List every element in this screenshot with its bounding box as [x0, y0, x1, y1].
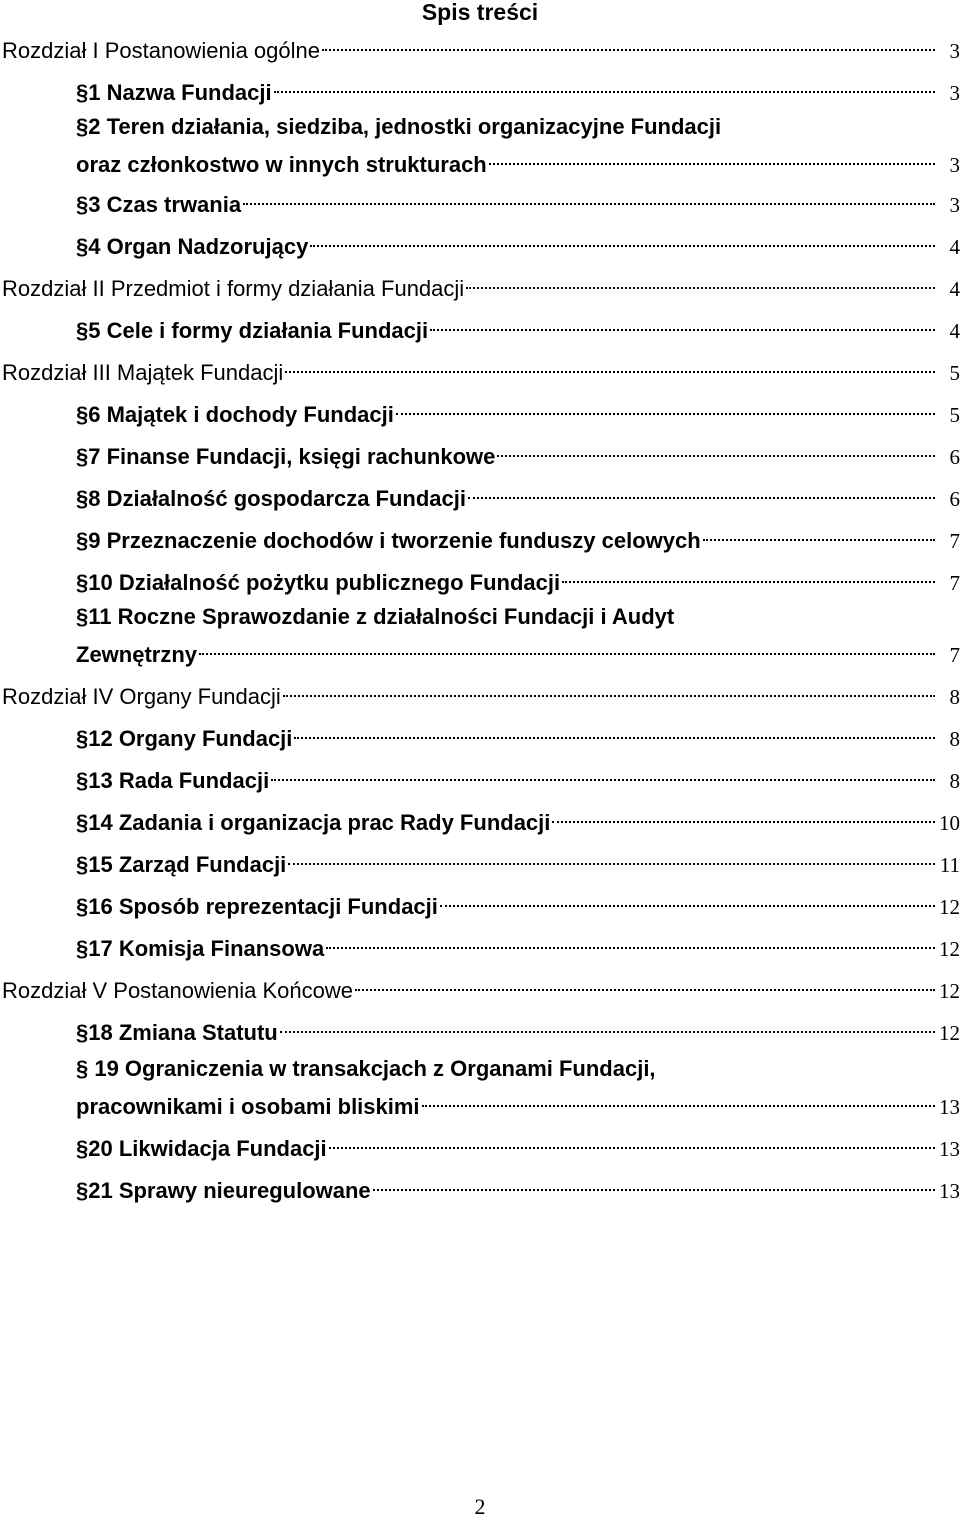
toc-entry-line [76, 1010, 960, 1045]
toc-entry-title: §8 Działalność gospodarcza Fundacji [76, 486, 466, 511]
toc-page-ref: 12 [939, 1021, 960, 1045]
dot-leader [288, 842, 935, 872]
toc-entry-line [76, 800, 960, 835]
toc-entry-title: §7 Finanse Fundacji, księgi rachunkowe [76, 444, 496, 469]
toc-entry-title: §18 Zmiana Statutu [76, 1020, 278, 1045]
toc-entry-title: oraz członkostwo w innych strukturach [76, 152, 487, 177]
dot-leader [294, 716, 935, 746]
toc-entry-line [76, 632, 960, 667]
toc-title [0, 0, 960, 24]
toc-section-entry[interactable] [76, 182, 960, 217]
toc-page-ref: 3 [949, 193, 960, 217]
toc-entry-title: §10 Działalność pożytku publicznego Fundacji [76, 570, 561, 595]
toc-section-entry[interactable] [76, 602, 960, 667]
toc-section-entry[interactable] [76, 1010, 960, 1045]
toc-section-entry[interactable] [76, 1054, 960, 1119]
toc-page-ref: 10 [939, 811, 960, 835]
toc-entry-line [76, 112, 960, 142]
toc-entry-line [76, 602, 960, 632]
dot-leader [468, 476, 935, 506]
toc-section-entry[interactable] [76, 518, 960, 553]
toc-entry-title: §17 Komisja Finansowa [76, 936, 325, 961]
toc-entry-title: §13 Rada Fundacji [76, 768, 270, 793]
toc-page-ref: 4 [949, 277, 960, 301]
dot-leader [322, 28, 935, 58]
toc-entry-title: Rozdział V Postanowienia Końcowe [2, 978, 353, 1003]
toc-section-entry[interactable] [76, 560, 960, 595]
toc-page-ref: 6 [949, 487, 960, 511]
toc-page-ref: 7 [949, 529, 960, 553]
toc-section-entry[interactable] [76, 800, 960, 835]
dot-leader [466, 266, 935, 296]
toc-entry-line [76, 560, 960, 595]
toc-entry-line [76, 1168, 960, 1203]
toc-entry-line [76, 308, 960, 343]
toc-page-ref: 7 [949, 643, 960, 667]
toc-section-entry[interactable] [76, 392, 960, 427]
toc-entry-title: §11 Roczne Sprawozdanie z działalności Fundacji i Audyt [76, 604, 675, 629]
toc-page-ref: 7 [949, 571, 960, 595]
toc-page-ref: 8 [949, 685, 960, 709]
toc-section-entry[interactable] [76, 1126, 960, 1161]
dot-leader [280, 1010, 935, 1040]
toc-section-entry[interactable] [76, 224, 960, 259]
dot-leader [562, 560, 935, 590]
toc-page-ref: 3 [949, 39, 960, 63]
toc-entry-title: §5 Cele i formy działania Fundacji [76, 318, 429, 343]
toc-entry-title: §12 Organy Fundacji [76, 726, 293, 751]
toc-page-ref: 5 [949, 403, 960, 427]
toc-entry-line [2, 266, 960, 301]
toc-entry-title: Rozdział III Majątek Fundacji [2, 360, 284, 385]
toc-section-entry[interactable] [76, 308, 960, 343]
toc-entry-line [76, 518, 960, 553]
toc-entry-line [76, 1054, 960, 1084]
dot-leader [326, 926, 935, 956]
toc-entry-title: §16 Sposób reprezentacji Fundacji [76, 894, 438, 919]
dot-leader [440, 884, 935, 914]
toc-page-ref: 12 [939, 979, 960, 1003]
toc-entry-title: §3 Czas trwania [76, 192, 242, 217]
toc-entry-title: §20 Likwidacja Fundacji [76, 1136, 327, 1161]
toc-entry-line [76, 434, 960, 469]
dot-leader [552, 800, 935, 830]
toc-page-ref: 3 [949, 153, 960, 177]
toc-entry-line [76, 926, 960, 961]
toc-chapter-entry[interactable] [2, 968, 960, 1003]
toc-page-ref: 3 [949, 81, 960, 105]
dot-leader [285, 350, 935, 380]
dot-leader [497, 434, 935, 464]
dot-leader [430, 308, 935, 338]
page-number: 2 [474, 1494, 486, 1519]
toc-entry-line [76, 224, 960, 259]
toc-entry-title: §14 Zadania i organizacja prac Rady Fundacji [76, 810, 551, 835]
toc-entry-title: §15 Zarząd Fundacji [76, 852, 287, 877]
toc-section-entry[interactable] [76, 842, 960, 877]
toc-page-ref: 13 [939, 1179, 960, 1203]
toc-entry-title: §21 Sprawy nieuregulowane [76, 1178, 371, 1203]
dot-leader [329, 1126, 935, 1156]
toc-entry-line [76, 182, 960, 217]
toc-section-entry[interactable] [76, 884, 960, 919]
toc-entry-title: §1 Nazwa Fundacji [76, 80, 272, 105]
toc-entry-line [76, 716, 960, 751]
toc-page-ref: 11 [939, 853, 960, 877]
toc-entry-line [76, 70, 960, 105]
toc-entry-line [2, 674, 960, 709]
toc-entry-line [76, 842, 960, 877]
dot-leader [199, 632, 935, 662]
toc-chapter-entry[interactable] [2, 266, 960, 301]
toc-entry-line [76, 884, 960, 919]
toc-entry-line [2, 28, 960, 63]
toc-title-text: Spis treści [421, 0, 539, 25]
toc-entry-title: Rozdział IV Organy Fundacji [2, 684, 281, 709]
toc-entry-line [76, 142, 960, 177]
toc-entry-line [2, 968, 960, 1003]
toc-page-ref: 13 [939, 1095, 960, 1119]
toc-section-entry[interactable] [76, 926, 960, 961]
toc-entry-line [76, 1084, 960, 1119]
dot-leader [243, 182, 935, 212]
toc-chapter-entry[interactable] [2, 350, 960, 385]
toc-page-ref: 12 [939, 937, 960, 961]
toc-section-entry[interactable] [76, 112, 960, 177]
toc-chapter-entry[interactable] [2, 28, 960, 63]
toc-entry-title: Rozdział II Przedmiot i formy działania Fundacji [2, 276, 465, 301]
dot-leader [396, 392, 935, 422]
toc-section-entry[interactable] [76, 758, 960, 793]
toc-section-entry[interactable] [76, 476, 960, 511]
dot-leader [274, 70, 935, 100]
toc-page-ref: 8 [949, 727, 960, 751]
toc-entry-title: §6 Majątek i dochody Fundacji [76, 402, 394, 427]
toc-entry-title: §9 Przeznaczenie dochodów i tworzenie funduszy celowych [76, 528, 701, 553]
toc-page-ref: 6 [949, 445, 960, 469]
toc-section-entry[interactable] [76, 1168, 960, 1203]
toc-entry-line [76, 392, 960, 427]
toc-page-ref: 13 [939, 1137, 960, 1161]
toc-section-entry[interactable] [76, 70, 960, 105]
toc-page-ref: 4 [949, 319, 960, 343]
toc-page-ref: 4 [949, 235, 960, 259]
toc-entry-line [76, 476, 960, 511]
toc-entry-title: pracownikami i osobami bliskimi [76, 1094, 420, 1119]
dot-leader [703, 518, 935, 548]
toc-entry-line [2, 350, 960, 385]
toc-section-entry[interactable] [76, 716, 960, 751]
dot-leader [489, 142, 935, 172]
toc-entry-title: Zewnętrzny [76, 642, 198, 667]
toc-page-ref: 12 [939, 895, 960, 919]
dot-leader [271, 758, 935, 788]
dot-leader [283, 674, 935, 704]
toc-section-entry[interactable] [76, 434, 960, 469]
toc-entry-title: § 19 Ograniczenia w transakcjach z Organami Fundacji, [76, 1056, 656, 1081]
toc-entry-title: §4 Organ Nadzorujący [76, 234, 309, 259]
toc-entry-title: Rozdział I Postanowienia ogólne [2, 38, 320, 63]
toc-chapter-entry[interactable] [2, 674, 960, 709]
toc-entry-line [76, 1126, 960, 1161]
dot-leader [373, 1168, 935, 1198]
dot-leader [422, 1084, 935, 1114]
toc-page-ref: 8 [949, 769, 960, 793]
dot-leader [355, 968, 935, 998]
dot-leader [310, 224, 935, 254]
toc-entry-title: §2 Teren działania, siedziba, jednostki organizacyjne Fundacji [76, 114, 722, 139]
toc-entry-line [76, 758, 960, 793]
toc-page-ref: 5 [949, 361, 960, 385]
